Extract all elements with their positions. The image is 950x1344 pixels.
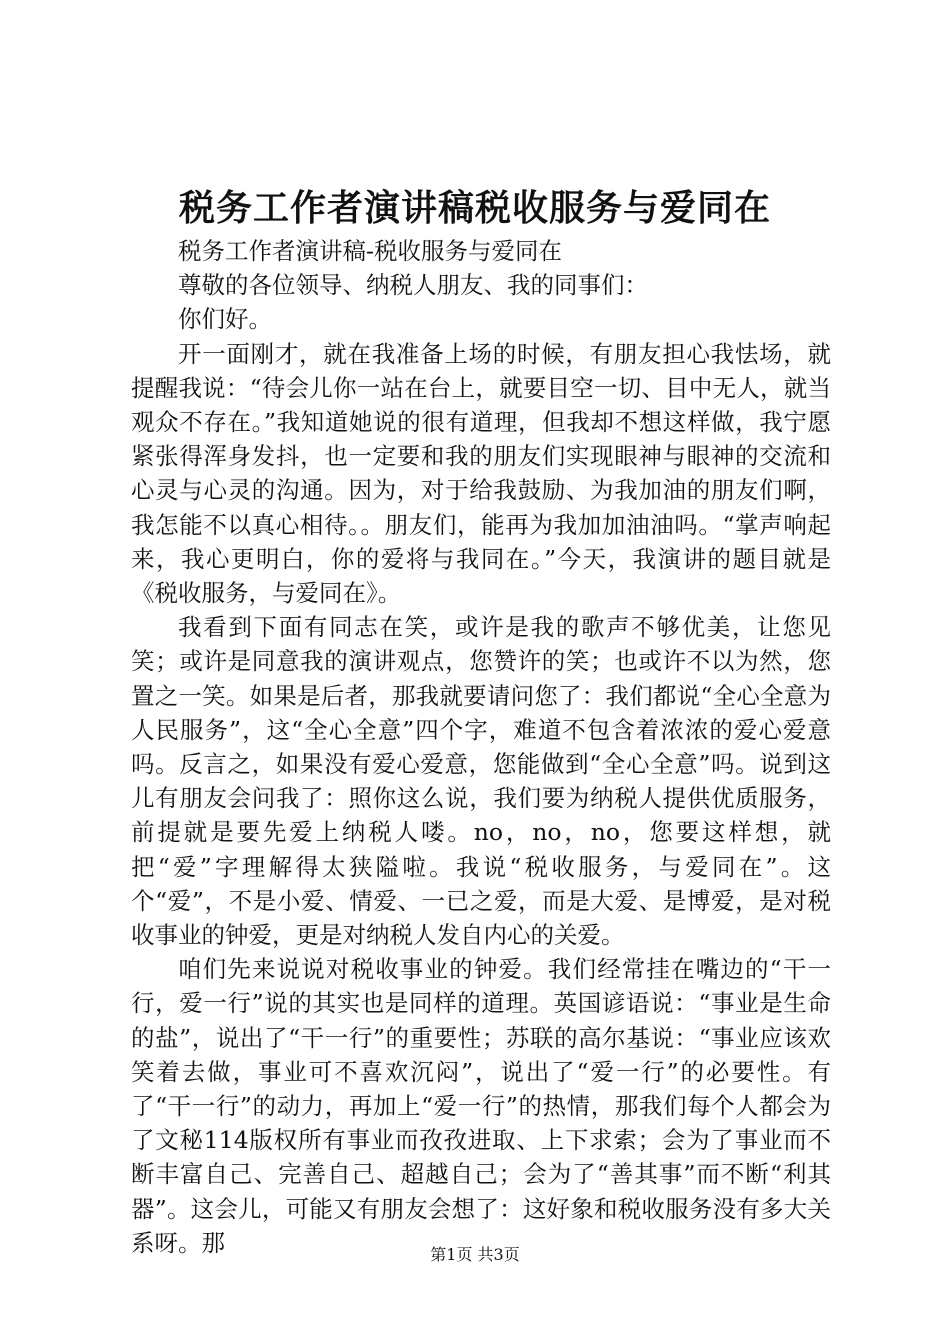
paragraph-greeting: 尊敬的各位领导、纳税人朋友、我的同事们： [178, 271, 648, 300]
page-number: 第1页 共3页 [430, 1245, 520, 1264]
document-title: 税务工作者演讲稿税收服务与爱同在 [178, 187, 771, 229]
document-body [131, 234, 831, 1260]
paragraph-subtitle: 税务工作者演讲稿-税收服务与爱同在 [178, 237, 562, 265]
paragraph-opening: 开一面刚才，就在我准备上场的时候，有朋友担心我怯场，就提醒我说：“待会儿你一站在台上，就要目空一切、目中无人，就当观众不存在。”我知道她说的很有道理，但我却不想这样做，我宁愿紧张得浑身发抖，也一定要和我的朋友们实现眼神与眼神的交流和心灵与心灵的沟通。因为，对于给我鼓励、为我加油的朋友们啊，我怎能不以真心相待。。朋友们，能再为我加加油油吗。“掌声响起来，我心更明白，你的爱将与我同在。”今天，我演讲的题目就是《税收服务，与爱同在》。 [131, 339, 831, 608]
paragraph-hello: 你们好。 [178, 305, 272, 334]
paragraph-career: 咱们先来说说对税收事业的钟爱。我们经常挂在嘴边的“干一行，爱一行”说的其实也是同样的道理。英国谚语说：“事业是生命的盐”，说出了“干一行”的重要性；苏联的高尔基说：“事业应该欢笑着去做，事业可不喜欢沉闷”，说出了“爱一行”的必要性。有了“干一行”的动力，再加上“爱一行”的热情，那我们每个人都会为了文秘114版权所有事业而孜孜进取、上下求索；会为了事业而不断丰富自己、完善自己、超越自己；会为了“善其事”而不断“利其器”。这会儿，可能又有朋友会想了：这好象和税收服务没有多大关系呀。那 [131, 955, 831, 1257]
paragraph-love: 我看到下面有同志在笑，或许是我的歌声不够优美，让您见笑；或许是同意我的演讲观点，您赞许的笑；也或许不以为然，您置之一笑。如果是后者，那我就要请问您了：我们都说“全心全意为人民服务”，这“全心全意”四个字，难道不包含着浓浓的爱心爱意吗。反言之，如果没有爱心爱意，您能做到“全心全意”吗。说到这儿有朋友会问我了：照你这么说，我们要为纳税人提供优质服务，前提就是要先爱上纳税人喽。no，no，no，您要这样想，就把“爱”字理解得太狭隘啦。我说“税收服务，与爱同在”。这个“爱”，不是小爱、情爱、一已之爱，而是大爱、是博爱，是对税收事业的钟爱，更是对纳税人发自内心的关爱。 [131, 613, 831, 950]
